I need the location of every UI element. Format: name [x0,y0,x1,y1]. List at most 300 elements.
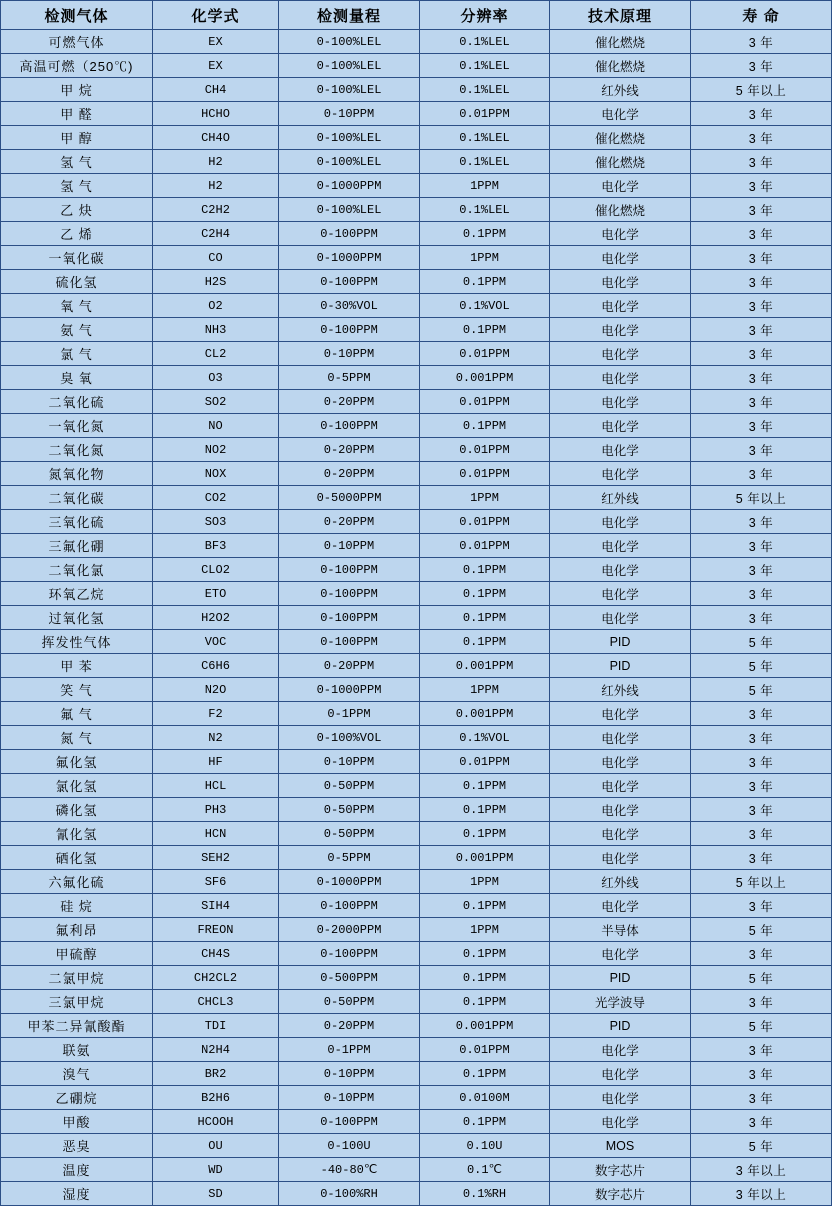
table-row [1,510,832,534]
cell-formula: CH4S [153,942,279,966]
cell-gas: 甲 醛 [1,102,153,126]
cell-gas: 氯 气 [1,342,153,366]
cell-lifetime: 5 年以上 [691,486,832,510]
cell-gas: 笑 气 [1,678,153,702]
cell-range: 0-20PPM [279,438,420,462]
cell-resolution: 0.1PPM [420,894,550,918]
cell-formula: N2O [153,678,279,702]
cell-gas: 一氧化氮 [1,414,153,438]
cell-gas: 甲硫醇 [1,942,153,966]
cell-gas: 氟 气 [1,702,153,726]
cell-formula: H2 [153,150,279,174]
cell-resolution: 0.1%LEL [420,30,550,54]
cell-formula: F2 [153,702,279,726]
cell-technology: 数字芯片 [550,1182,691,1206]
cell-resolution: 1PPM [420,918,550,942]
cell-technology: 红外线 [550,870,691,894]
cell-gas: 高温可燃（250℃) [1,54,153,78]
cell-formula: ETO [153,582,279,606]
cell-lifetime: 3 年 [691,798,832,822]
cell-formula: C2H2 [153,198,279,222]
cell-formula: OU [153,1134,279,1158]
cell-technology: 数字芯片 [550,1158,691,1182]
cell-resolution: 0.01PPM [420,534,550,558]
cell-range: 0-1000PPM [279,870,420,894]
cell-lifetime: 3 年 [691,30,832,54]
cell-resolution: 1PPM [420,678,550,702]
cell-lifetime: 3 年 [691,222,832,246]
cell-technology: 电化学 [550,510,691,534]
cell-resolution: 0.1%RH [420,1182,550,1206]
cell-formula: CH2CL2 [153,966,279,990]
cell-gas: 氧 气 [1,294,153,318]
cell-gas: 氢 气 [1,150,153,174]
cell-technology: PID [550,966,691,990]
table-row [1,990,832,1014]
cell-resolution: 0.1%LEL [420,198,550,222]
cell-lifetime: 3 年 [691,510,832,534]
cell-lifetime: 3 年 [691,390,832,414]
cell-gas: 磷化氢 [1,798,153,822]
cell-resolution: 0.1%LEL [420,54,550,78]
table-row [1,798,832,822]
cell-range: 0-30%VOL [279,294,420,318]
cell-formula: O3 [153,366,279,390]
cell-range: 0-50PPM [279,822,420,846]
table-row [1,462,832,486]
table-row [1,702,832,726]
table-row [1,678,832,702]
cell-range: 0-5PPM [279,366,420,390]
cell-resolution: 0.1PPM [420,582,550,606]
cell-lifetime: 3 年 [691,318,832,342]
cell-formula: SIH4 [153,894,279,918]
cell-resolution: 0.0100M [420,1086,550,1110]
table-row [1,78,832,102]
table-row [1,486,832,510]
cell-range: 0-10PPM [279,534,420,558]
cell-gas: 氰化氢 [1,822,153,846]
cell-range: 0-1000PPM [279,174,420,198]
cell-technology: 电化学 [550,606,691,630]
cell-resolution: 0.01PPM [420,1038,550,1062]
cell-gas: 一氧化碳 [1,246,153,270]
cell-range: 0-100PPM [279,558,420,582]
cell-technology: 电化学 [550,798,691,822]
cell-technology: 催化燃烧 [550,126,691,150]
cell-lifetime: 3 年 [691,246,832,270]
table-row [1,750,832,774]
table-row [1,774,832,798]
cell-range: 0-50PPM [279,798,420,822]
cell-technology: 红外线 [550,486,691,510]
table-row [1,606,832,630]
cell-resolution: 0.1PPM [420,606,550,630]
cell-gas: 六氟化硫 [1,870,153,894]
table-row [1,822,832,846]
cell-resolution: 1PPM [420,246,550,270]
cell-range: 0-100%RH [279,1182,420,1206]
cell-resolution: 0.1℃ [420,1158,550,1182]
cell-formula: HCL [153,774,279,798]
cell-formula: NO2 [153,438,279,462]
cell-technology: 电化学 [550,774,691,798]
cell-range: -40-80℃ [279,1158,420,1182]
table-row [1,318,832,342]
cell-technology: 电化学 [550,534,691,558]
cell-range: 0-100%LEL [279,30,420,54]
cell-resolution: 0.1PPM [420,414,550,438]
cell-resolution: 0.01PPM [420,390,550,414]
cell-lifetime: 3 年 [691,750,832,774]
cell-formula: CH4 [153,78,279,102]
cell-technology: MOS [550,1134,691,1158]
cell-resolution: 0.1%LEL [420,126,550,150]
cell-technology: 电化学 [550,1062,691,1086]
cell-lifetime: 5 年以上 [691,870,832,894]
cell-technology: 催化燃烧 [550,150,691,174]
cell-range: 0-100PPM [279,414,420,438]
cell-lifetime: 3 年 [691,558,832,582]
table-row [1,894,832,918]
column-header-formula: 化学式 [153,1,279,30]
cell-resolution: 0.1PPM [420,630,550,654]
cell-formula: HCOOH [153,1110,279,1134]
cell-technology: 电化学 [550,174,691,198]
column-header-resolution: 分辨率 [420,1,550,30]
cell-lifetime: 3 年 [691,102,832,126]
cell-lifetime: 3 年 [691,150,832,174]
cell-range: 0-100%VOL [279,726,420,750]
cell-range: 0-1PPM [279,1038,420,1062]
cell-formula: HF [153,750,279,774]
cell-gas: 挥发性气体 [1,630,153,654]
table-row [1,942,832,966]
table-row [1,1158,832,1182]
cell-resolution: 0.1PPM [420,270,550,294]
cell-gas: 二氧化氮 [1,438,153,462]
cell-technology: 电化学 [550,726,691,750]
cell-gas: 甲 苯 [1,654,153,678]
cell-gas: 氮 气 [1,726,153,750]
cell-technology: 电化学 [550,846,691,870]
cell-lifetime: 3 年 [691,366,832,390]
cell-range: 0-20PPM [279,1014,420,1038]
cell-gas: 可燃气体 [1,30,153,54]
cell-gas: 乙硼烷 [1,1086,153,1110]
cell-lifetime: 3 年 [691,126,832,150]
cell-resolution: 0.1PPM [420,942,550,966]
table-row [1,102,832,126]
table-row [1,126,832,150]
cell-lifetime: 3 年 [691,1086,832,1110]
cell-technology: 电化学 [550,750,691,774]
cell-formula: BF3 [153,534,279,558]
cell-technology: 电化学 [550,702,691,726]
table-row [1,1110,832,1134]
cell-gas: 氟化氢 [1,750,153,774]
cell-gas: 溴气 [1,1062,153,1086]
cell-lifetime: 3 年 [691,582,832,606]
cell-gas: 硒化氢 [1,846,153,870]
cell-range: 0-100PPM [279,582,420,606]
cell-range: 0-100%LEL [279,198,420,222]
cell-gas: 氯化氢 [1,774,153,798]
cell-resolution: 0.1%VOL [420,726,550,750]
table-row [1,918,832,942]
cell-gas: 甲 醇 [1,126,153,150]
cell-gas: 硅 烷 [1,894,153,918]
cell-resolution: 0.1PPM [420,1110,550,1134]
cell-lifetime: 3 年 [691,294,832,318]
cell-lifetime: 3 年 [691,342,832,366]
cell-resolution: 0.001PPM [420,366,550,390]
cell-range: 0-10PPM [279,750,420,774]
cell-gas: 硫化氢 [1,270,153,294]
cell-formula: CO2 [153,486,279,510]
cell-technology: 电化学 [550,822,691,846]
table-row [1,1062,832,1086]
cell-formula: WD [153,1158,279,1182]
cell-resolution: 1PPM [420,174,550,198]
cell-lifetime: 3 年 [691,534,832,558]
cell-resolution: 1PPM [420,870,550,894]
cell-gas: 甲苯二异氰酸酯 [1,1014,153,1038]
cell-gas: 二氧化硫 [1,390,153,414]
cell-range: 0-100PPM [279,1110,420,1134]
table-row [1,846,832,870]
cell-formula: FREON [153,918,279,942]
cell-technology: 红外线 [550,678,691,702]
cell-technology: 催化燃烧 [550,54,691,78]
cell-range: 0-100%LEL [279,150,420,174]
cell-resolution: 0.001PPM [420,654,550,678]
cell-formula: EX [153,30,279,54]
table-row [1,414,832,438]
cell-lifetime: 3 年 [691,54,832,78]
table-row [1,630,832,654]
table-row [1,222,832,246]
cell-technology: PID [550,654,691,678]
cell-technology: 电化学 [550,582,691,606]
cell-lifetime: 3 年 [691,1062,832,1086]
cell-range: 0-100%LEL [279,78,420,102]
cell-resolution: 0.01PPM [420,342,550,366]
cell-range: 0-10PPM [279,1062,420,1086]
cell-resolution: 0.1PPM [420,822,550,846]
cell-technology: 电化学 [550,294,691,318]
cell-technology: 催化燃烧 [550,30,691,54]
cell-gas: 恶臭 [1,1134,153,1158]
cell-technology: 电化学 [550,414,691,438]
cell-technology: 电化学 [550,342,691,366]
table-row [1,966,832,990]
cell-gas: 二氧化氯 [1,558,153,582]
table-row [1,294,832,318]
table-row [1,1038,832,1062]
cell-range: 0-10PPM [279,342,420,366]
table-row [1,1134,832,1158]
cell-resolution: 0.01PPM [420,438,550,462]
table-row [1,654,832,678]
cell-lifetime: 3 年 [691,726,832,750]
cell-formula: SD [153,1182,279,1206]
cell-range: 0-100%LEL [279,54,420,78]
cell-gas: 乙 烯 [1,222,153,246]
cell-range: 0-100PPM [279,222,420,246]
cell-lifetime: 3 年 [691,198,832,222]
cell-lifetime: 3 年 [691,606,832,630]
cell-gas: 联氨 [1,1038,153,1062]
cell-formula: SO2 [153,390,279,414]
cell-lifetime: 3 年 [691,846,832,870]
cell-lifetime: 3 年 [691,462,832,486]
cell-formula: CHCL3 [153,990,279,1014]
cell-range: 0-5000PPM [279,486,420,510]
cell-resolution: 0.1PPM [420,774,550,798]
cell-gas: 二氯甲烷 [1,966,153,990]
cell-gas: 三氧化硫 [1,510,153,534]
column-header-range: 检测量程 [279,1,420,30]
cell-technology: 电化学 [550,366,691,390]
cell-range: 0-1PPM [279,702,420,726]
cell-lifetime: 5 年 [691,630,832,654]
cell-resolution: 0.1PPM [420,990,550,1014]
cell-range: 0-50PPM [279,774,420,798]
table-row [1,1182,832,1206]
cell-technology: 红外线 [550,78,691,102]
table-row [1,390,832,414]
cell-range: 0-100PPM [279,270,420,294]
cell-resolution: 0.1%VOL [420,294,550,318]
table-row [1,366,832,390]
cell-lifetime: 5 年 [691,918,832,942]
cell-technology: 电化学 [550,222,691,246]
cell-formula: PH3 [153,798,279,822]
cell-formula: CH4O [153,126,279,150]
cell-resolution: 0.1%LEL [420,150,550,174]
cell-gas: 甲 烷 [1,78,153,102]
cell-technology: 电化学 [550,1086,691,1110]
cell-formula: N2 [153,726,279,750]
table-row [1,54,832,78]
cell-resolution: 0.1PPM [420,318,550,342]
table-row [1,270,832,294]
cell-gas: 乙 炔 [1,198,153,222]
cell-formula: NH3 [153,318,279,342]
cell-lifetime: 3 年 [691,822,832,846]
cell-lifetime: 3 年 [691,774,832,798]
cell-resolution: 0.1PPM [420,798,550,822]
cell-range: 0-100%LEL [279,126,420,150]
cell-technology: 电化学 [550,894,691,918]
cell-range: 0-50PPM [279,990,420,1014]
table-row [1,438,832,462]
cell-lifetime: 3 年 [691,438,832,462]
cell-formula: C6H6 [153,654,279,678]
cell-gas: 氟利昂 [1,918,153,942]
cell-formula: C2H4 [153,222,279,246]
table-header [1,1,832,30]
cell-formula: H2O2 [153,606,279,630]
cell-gas: 氮氧化物 [1,462,153,486]
cell-resolution: 0.01PPM [420,750,550,774]
cell-formula: SF6 [153,870,279,894]
cell-lifetime: 5 年 [691,654,832,678]
cell-range: 0-20PPM [279,654,420,678]
cell-technology: 电化学 [550,318,691,342]
cell-formula: TDI [153,1014,279,1038]
cell-range: 0-5PPM [279,846,420,870]
cell-range: 0-2000PPM [279,918,420,942]
table-body [1,30,832,1206]
cell-gas: 环氧乙烷 [1,582,153,606]
cell-resolution: 0.01PPM [420,102,550,126]
cell-lifetime: 3 年 [691,702,832,726]
cell-lifetime: 5 年以上 [691,78,832,102]
cell-technology: 电化学 [550,1038,691,1062]
cell-range: 0-10PPM [279,1086,420,1110]
cell-resolution: 1PPM [420,486,550,510]
table-row [1,174,832,198]
table-row [1,870,832,894]
cell-resolution: 0.01PPM [420,510,550,534]
cell-range: 0-100U [279,1134,420,1158]
table-row [1,582,832,606]
cell-technology: 电化学 [550,390,691,414]
cell-resolution: 0.1PPM [420,222,550,246]
cell-resolution: 0.01PPM [420,462,550,486]
column-header-gas: 检测气体 [1,1,153,30]
cell-technology: 半导体 [550,918,691,942]
cell-technology: 电化学 [550,1110,691,1134]
cell-resolution: 0.001PPM [420,702,550,726]
cell-resolution: 0.001PPM [420,846,550,870]
cell-range: 0-100PPM [279,894,420,918]
cell-formula: NO [153,414,279,438]
cell-formula: B2H6 [153,1086,279,1110]
cell-technology: 电化学 [550,558,691,582]
cell-lifetime: 3 年 [691,414,832,438]
cell-lifetime: 3 年 [691,942,832,966]
table-row [1,534,832,558]
cell-range: 0-100PPM [279,318,420,342]
table-row [1,726,832,750]
cell-gas: 氨 气 [1,318,153,342]
cell-technology: 电化学 [550,462,691,486]
cell-formula: VOC [153,630,279,654]
cell-formula: CL2 [153,342,279,366]
cell-formula: CO [153,246,279,270]
cell-gas: 臭 氧 [1,366,153,390]
cell-technology: 电化学 [550,246,691,270]
cell-lifetime: 3 年 [691,1110,832,1134]
cell-technology: PID [550,630,691,654]
table-header-row [1,1,832,30]
cell-gas: 湿度 [1,1182,153,1206]
cell-formula: H2 [153,174,279,198]
cell-resolution: 0.1PPM [420,966,550,990]
cell-lifetime: 3 年 [691,1038,832,1062]
cell-formula: HCHO [153,102,279,126]
cell-lifetime: 3 年 [691,174,832,198]
cell-technology: 电化学 [550,942,691,966]
table-row [1,342,832,366]
cell-lifetime: 5 年 [691,1134,832,1158]
cell-technology: 电化学 [550,270,691,294]
cell-range: 0-500PPM [279,966,420,990]
cell-technology: PID [550,1014,691,1038]
